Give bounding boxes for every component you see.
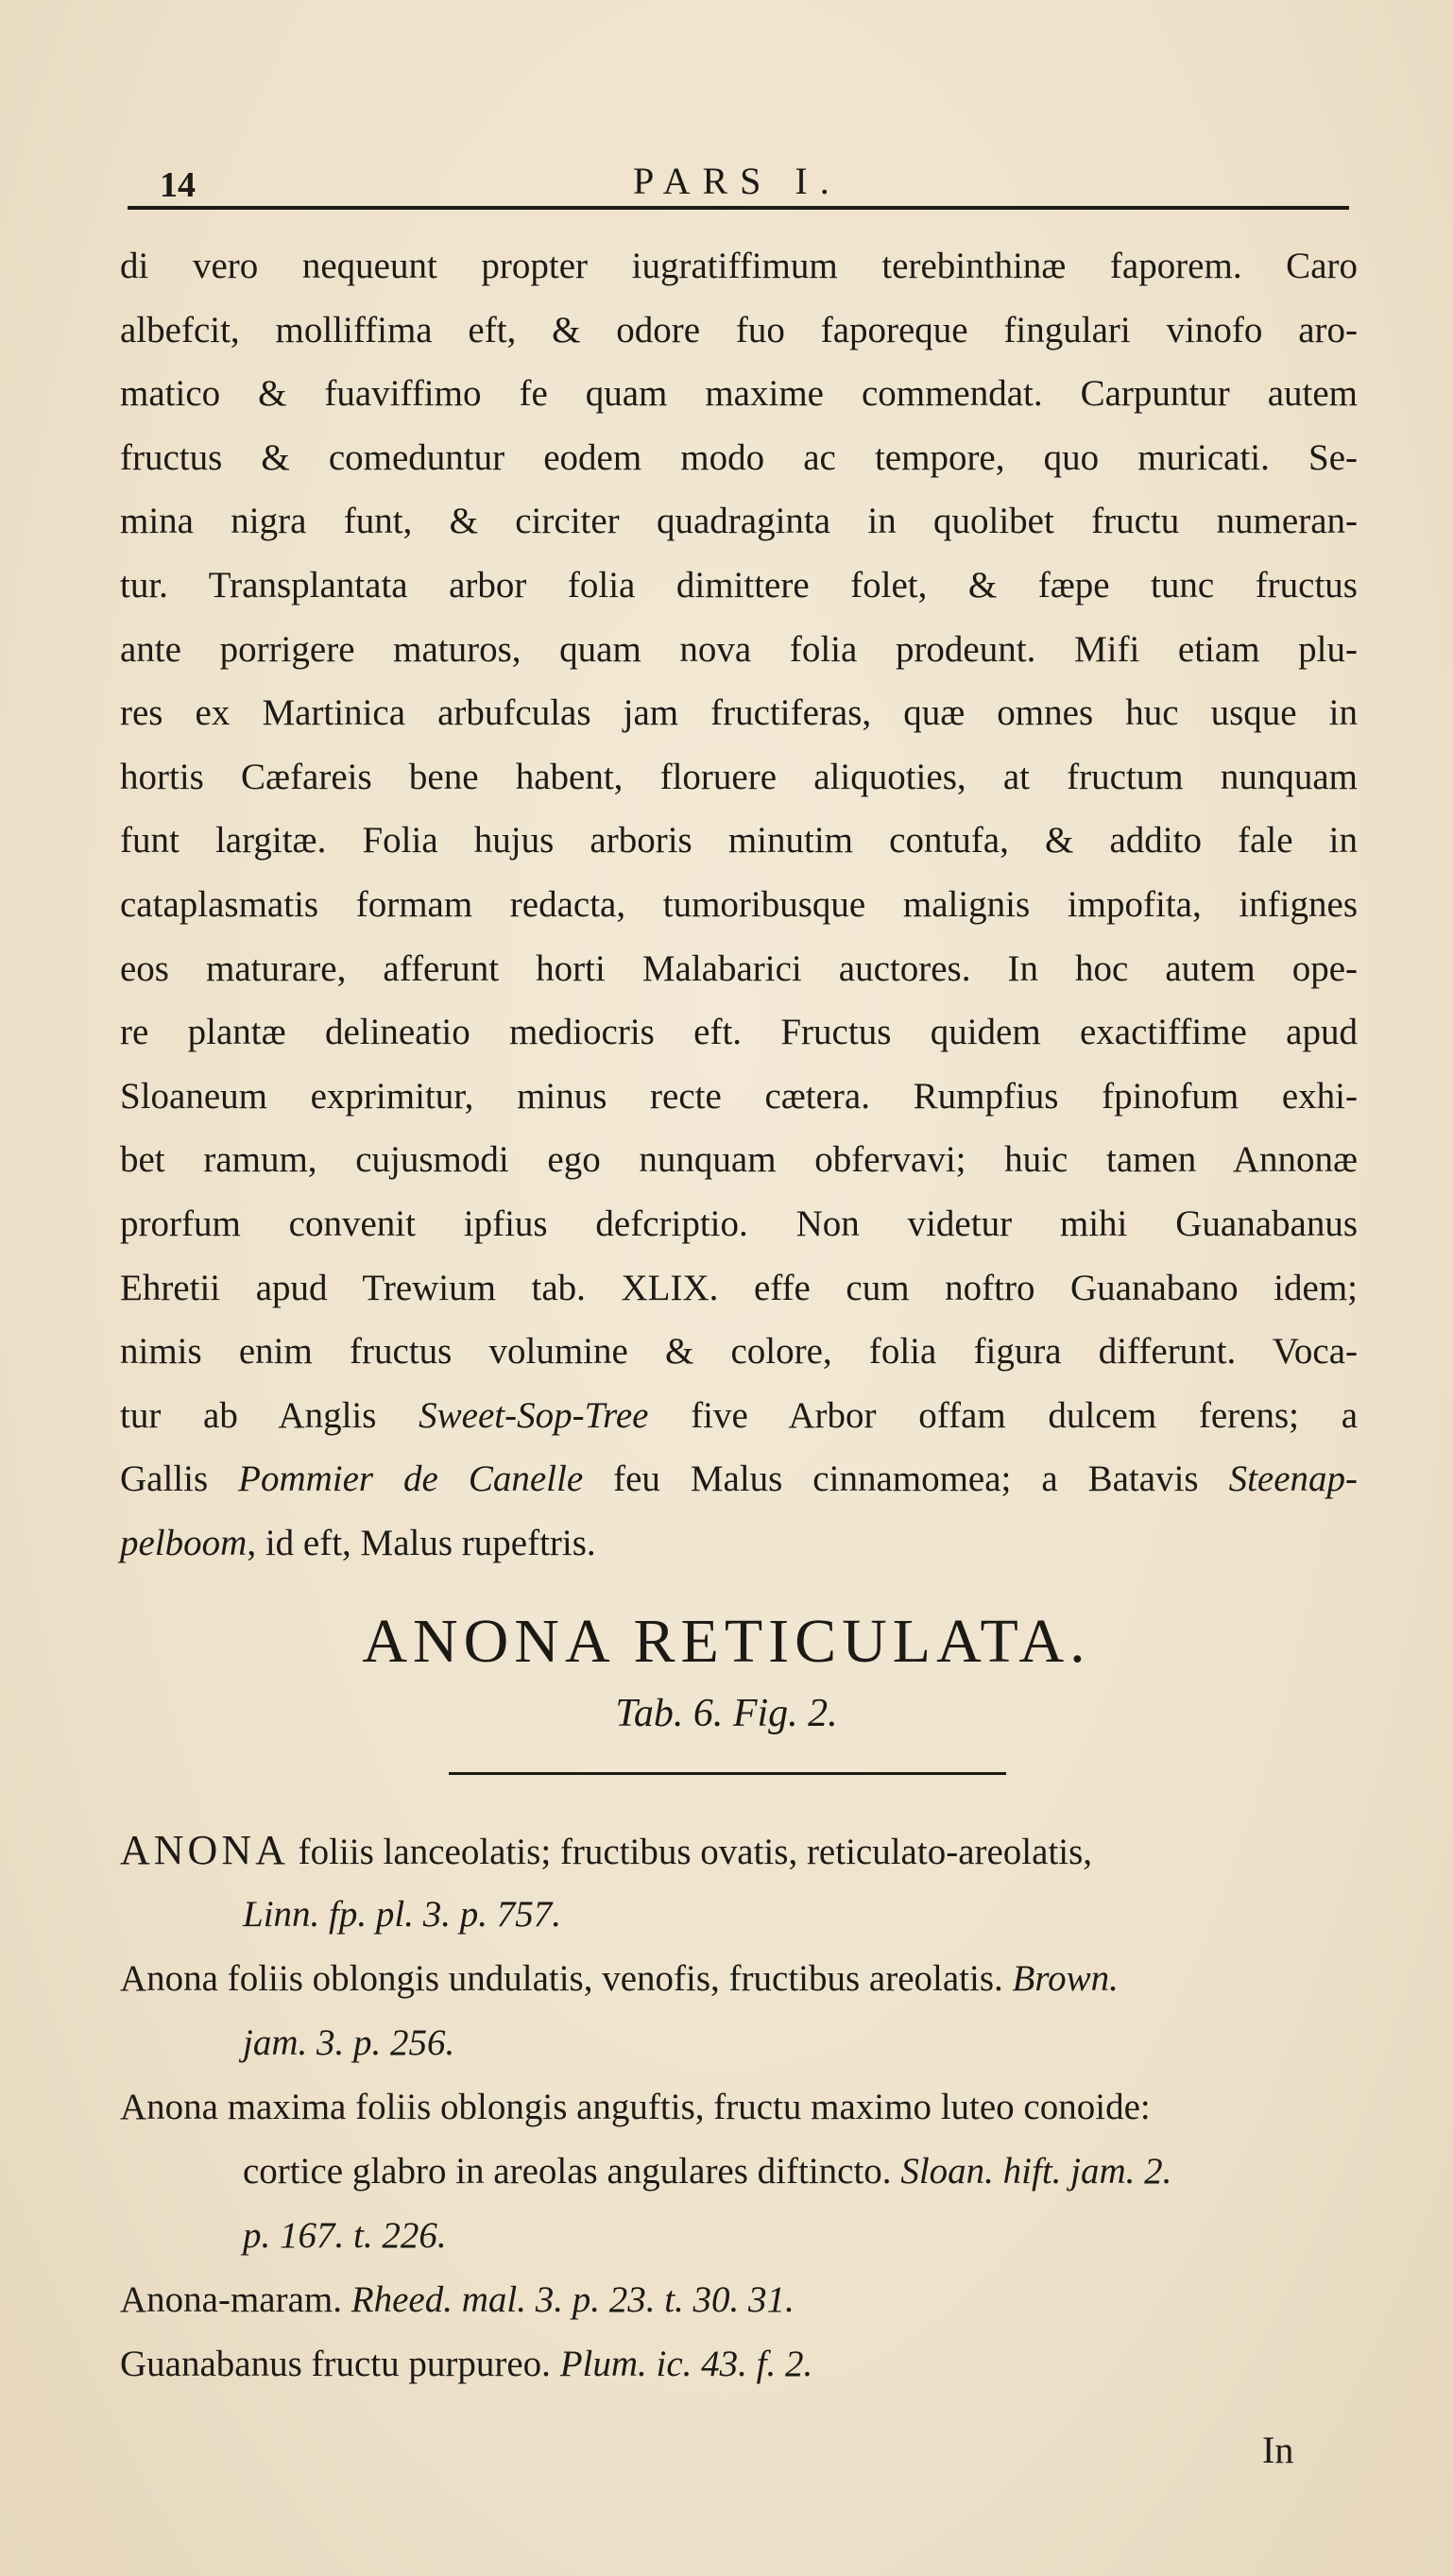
body-line: cataplasmatis formam redacta, tumoribusque malignis impofita, infignes <box>120 883 1358 925</box>
section-rule <box>449 1772 1006 1775</box>
body-line: prorfum convenit ipfius defcriptio. Non videtur mihi Guanabanus <box>120 1203 1358 1244</box>
body-line: Sloaneum exprimitur, minus recte cætera. Rumpfius fpinofum exhi- <box>120 1075 1358 1117</box>
synonym-text: foliis lanceolatis; fructibus ovatis, reticulato-areolatis, <box>288 1832 1093 1872</box>
body-text-run: Gallis <box>120 1459 239 1500</box>
body-line: res ex Martinica arbufculas jam fructiferas, quæ omnes huc usque in <box>120 692 1358 734</box>
body-line: Ehretii apud Trewium tab. XLIX. effe cum noftro Guanabano idem; <box>120 1267 1358 1308</box>
italic-name: Steenap- <box>1228 1459 1359 1500</box>
section-subtitle: Tab. 6. Fig. 2. <box>615 1692 838 1735</box>
synonym-entry <box>120 2075 1358 2140</box>
body-text-run: feu Malus cinnamomea; a Batavis <box>583 1459 1229 1500</box>
synonym-entry <box>120 1818 1358 1883</box>
body-text-run: , id eft, Malus rupeftris. <box>247 1522 596 1563</box>
synonym-reference: Rheed. mal. 3. p. 23. t. 30. 31. <box>350 2279 795 2320</box>
body-text-run: tur ab Anglis <box>120 1394 419 1436</box>
running-title: PARS I. <box>633 160 842 202</box>
synonym-entry <box>120 2268 1358 2332</box>
synonym-continuation <box>120 2140 1358 2204</box>
synonym-entry <box>120 1947 1358 2011</box>
body-line: hortis Cæfareis bene habent, floruere aliquoties, at fructum nunquam <box>120 756 1358 797</box>
synonym-text: Anona-maram. <box>120 2279 351 2320</box>
body-line: nimis enim fructus volumine & colore, folia figura differunt. Voca- <box>120 1331 1358 1373</box>
synonym-text: Anona foliis oblongis undulatis, venofis, fructibus areolatis. <box>120 1958 1013 1999</box>
synonym-reference: Plum. ic. 43. f. 2. <box>559 2344 813 2384</box>
page-number: 14 <box>160 165 196 205</box>
body-line: bet ramum, cujusmodi ego nunquam obfervavi; huic tamen Annonæ <box>120 1139 1358 1181</box>
synonym-text: Guanabanus fructu purpureo. <box>120 2344 560 2384</box>
header-rule <box>128 206 1349 210</box>
body-text-run: five Arbor offam dulcem ferens; a <box>648 1394 1358 1436</box>
synonym-text: Anona maxima foliis oblongis anguftis, fructu maximo luteo conoide: <box>120 2087 1151 2127</box>
body-paragraph <box>120 234 1358 1575</box>
catchword: In <box>1262 2429 1294 2471</box>
synonymy-list <box>120 1818 1358 2397</box>
italic-name: Pommier de Canelle <box>238 1459 584 1500</box>
synonym-text: cortice glabro in areolas angulares diftincto. <box>243 2151 901 2192</box>
synonym-reference: Linn. fp. pl. 3. p. 757. <box>243 1894 561 1935</box>
synonym-continuation <box>120 1883 1358 1947</box>
synonym-continuation <box>120 2204 1358 2268</box>
body-line <box>120 1447 1358 1511</box>
genus-lead: ANONA <box>120 1827 289 1873</box>
synonym-continuation <box>120 2011 1358 2075</box>
body-line: fructus & comeduntur eodem modo ac tempore, quo muricati. Se- <box>120 436 1358 478</box>
body-line <box>120 1384 1358 1448</box>
body-line: di vero nequeunt propter iugratiffimum terebinthinæ faporem. Caro <box>120 246 1358 286</box>
body-line: tur. Transplantata arbor folia dimittere folet, & fæpe tunc fructus <box>120 564 1358 606</box>
body-line: ante porrigere maturos, quam nova folia prodeunt. Mifi etiam plu- <box>120 628 1358 670</box>
body-line: mina nigra funt, & circiter quadraginta in quolibet fructu numeran- <box>120 501 1358 542</box>
synonym-reference: p. 167. t. 226. <box>243 2215 447 2256</box>
body-line <box>120 1511 1358 1576</box>
body-line: eos maturare, afferunt horti Malabarici auctores. In hoc autem ope- <box>120 947 1358 989</box>
body-line: albefcit, molliffima eft, & odore fuo faporeque fingulari vinofo aro- <box>120 309 1358 350</box>
italic-name: Sweet-Sop-Tree <box>419 1394 649 1436</box>
body-line: re plantæ delineatio mediocris eft. Fructus quidem exactiffime apud <box>120 1012 1358 1053</box>
synonym-reference: jam. 3. p. 256. <box>243 2022 455 2063</box>
synonym-entry <box>120 2332 1358 2397</box>
synonym-reference: Sloan. hift. jam. 2. <box>900 2151 1172 2192</box>
body-line: funt largitæ. Folia hujus arboris minutim contufa, & addito fale in <box>120 820 1358 862</box>
body-line: matico & fuaviffimo fe quam maxime commendat. Carpuntur autem <box>120 373 1358 415</box>
section-title: ANONA RETICULATA. <box>362 1607 1091 1676</box>
synonym-reference: Brown. <box>1012 1958 1119 1999</box>
italic-name: pelboom <box>120 1522 248 1563</box>
